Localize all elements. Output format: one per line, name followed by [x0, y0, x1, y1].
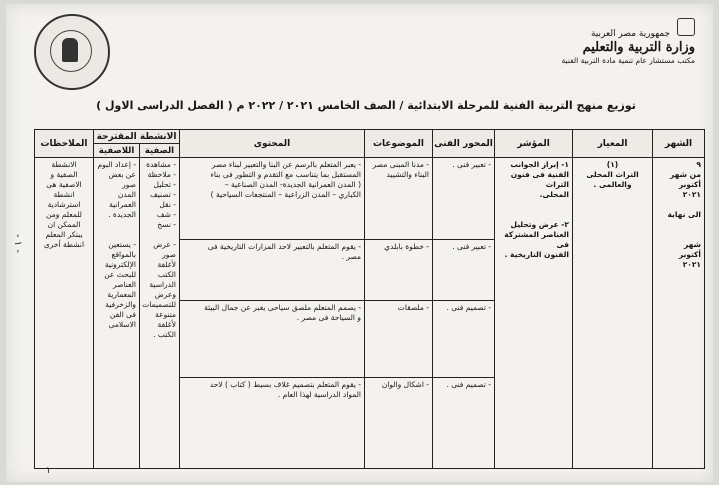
ministry-office: مكتب مستشار عام تنمية مادة التربية الفنية — [561, 56, 695, 65]
content-cell: - يعبر المتعلم بالرسم عن البنا والتعبير لبناء مصر المستقبل بما يتناسب مع التقدم و التطور فى بناء ( المدن العمرانية الجديدة- المدن الصناعية – الكباري – المدن الزراعية – المنتجعات السياحية ) — [180, 158, 365, 240]
axis-cell: - تصميم فنى . — [433, 300, 495, 378]
seal-emblem — [62, 38, 78, 62]
school-logo-seal — [34, 14, 110, 90]
ministry-line-1: جمهورية مصر العربية — [545, 18, 695, 40]
axis-cell: - تعبير فنى . — [433, 158, 495, 240]
content-cell: - يصمم المتعلم ملصق سياحى يعبر عن جمال البيئة و السياحة فى مصر . — [180, 300, 365, 378]
content-cell: - يقوم المتعلم بالتعبير لاحد المزارات التاريخية فى مصر . — [180, 240, 365, 300]
col-topics: الموضوعات — [365, 130, 433, 158]
topics-cell: - ملصقات — [365, 300, 433, 378]
col-classroom: الصفية — [140, 144, 180, 158]
col-indicator: المؤشر — [495, 130, 573, 158]
notes-cell: الانشطة الصفية و الاصفية هى انشطة استرشادية للمعلم ومن الممكن ان يبتكر المعلم انشطة أخرى — [35, 158, 94, 469]
ministry-header — [545, 18, 695, 66]
col-extracurricular: اللاصفية — [94, 144, 140, 158]
classroom-activities-cell: - مشاهدة - ملاحظة - تحليل - تصنيف - نقل - شف - نسخ - عرض صور لأغلفة الكتب الدراسية وعرض للتصميمات متنوعة لأغلفة الكتب . — [140, 158, 180, 469]
axis-cell: - تعبير فنى . — [433, 240, 495, 300]
indicator-cell: ١- إبراز الجوانب الفنية فى فنون التراث المحلى. ٢- عرض وتحليل العناصر المشتركة فى الفنون التاريخية . — [495, 158, 573, 469]
topics-cell: - اشكال والوان — [365, 378, 433, 469]
topics-cell: - مدنا المبنى مصر البناء والتشييد — [365, 158, 433, 240]
axis-cell: - تصميم فنى . — [433, 378, 495, 469]
ministry-name: وزارة التربية والتعليم — [582, 40, 695, 55]
standard-cell: (١) التراث المحلى والعالمى . — [573, 158, 653, 469]
col-standard: المعيار — [573, 130, 653, 158]
curriculum-table — [34, 129, 705, 469]
side-page-mark: - ١ - — [12, 234, 23, 253]
col-axis: المحور الفنى — [433, 130, 495, 158]
table-row — [35, 158, 705, 240]
document-title: توزيع منهج التربية الفنية للمرحلة الابتدائية / الصف الخامس ٢٠٢١ / ٢٠٢٢ م ( الفصل الدراسى الاول ) — [96, 99, 636, 112]
col-month: الشهر — [653, 130, 705, 158]
eagle-crest-icon — [677, 18, 695, 36]
topics-cell: - خطوة بابلدي — [365, 240, 433, 300]
col-content: المحتوى — [180, 130, 365, 158]
content-cell: - يقوم المتعلم بتصميم غلاف بسيط ( كتاب ) لاحد المواد الدراسية لهذا العام . — [180, 378, 365, 469]
page-number: ١ — [46, 466, 51, 476]
col-activities: الانشطة المقترحة — [94, 130, 180, 144]
col-notes: الملاحظات — [35, 130, 94, 158]
extracurricular-activities-cell: - إعداد البوم عن بعض صور المدن العمرانية الجديدة . - يستعين بالمواقع الإلكترونية للبحث عن العناصر المعمارية والزخرفية فى الفن الاسلامى — [94, 158, 140, 469]
period-cell: ٩ من شهر أكتوبر ٢٠٢١ الى نهاية شهر أكتوبر ٢٠٢١ — [653, 158, 705, 469]
header-row — [35, 130, 705, 144]
document-page — [6, 4, 713, 482]
